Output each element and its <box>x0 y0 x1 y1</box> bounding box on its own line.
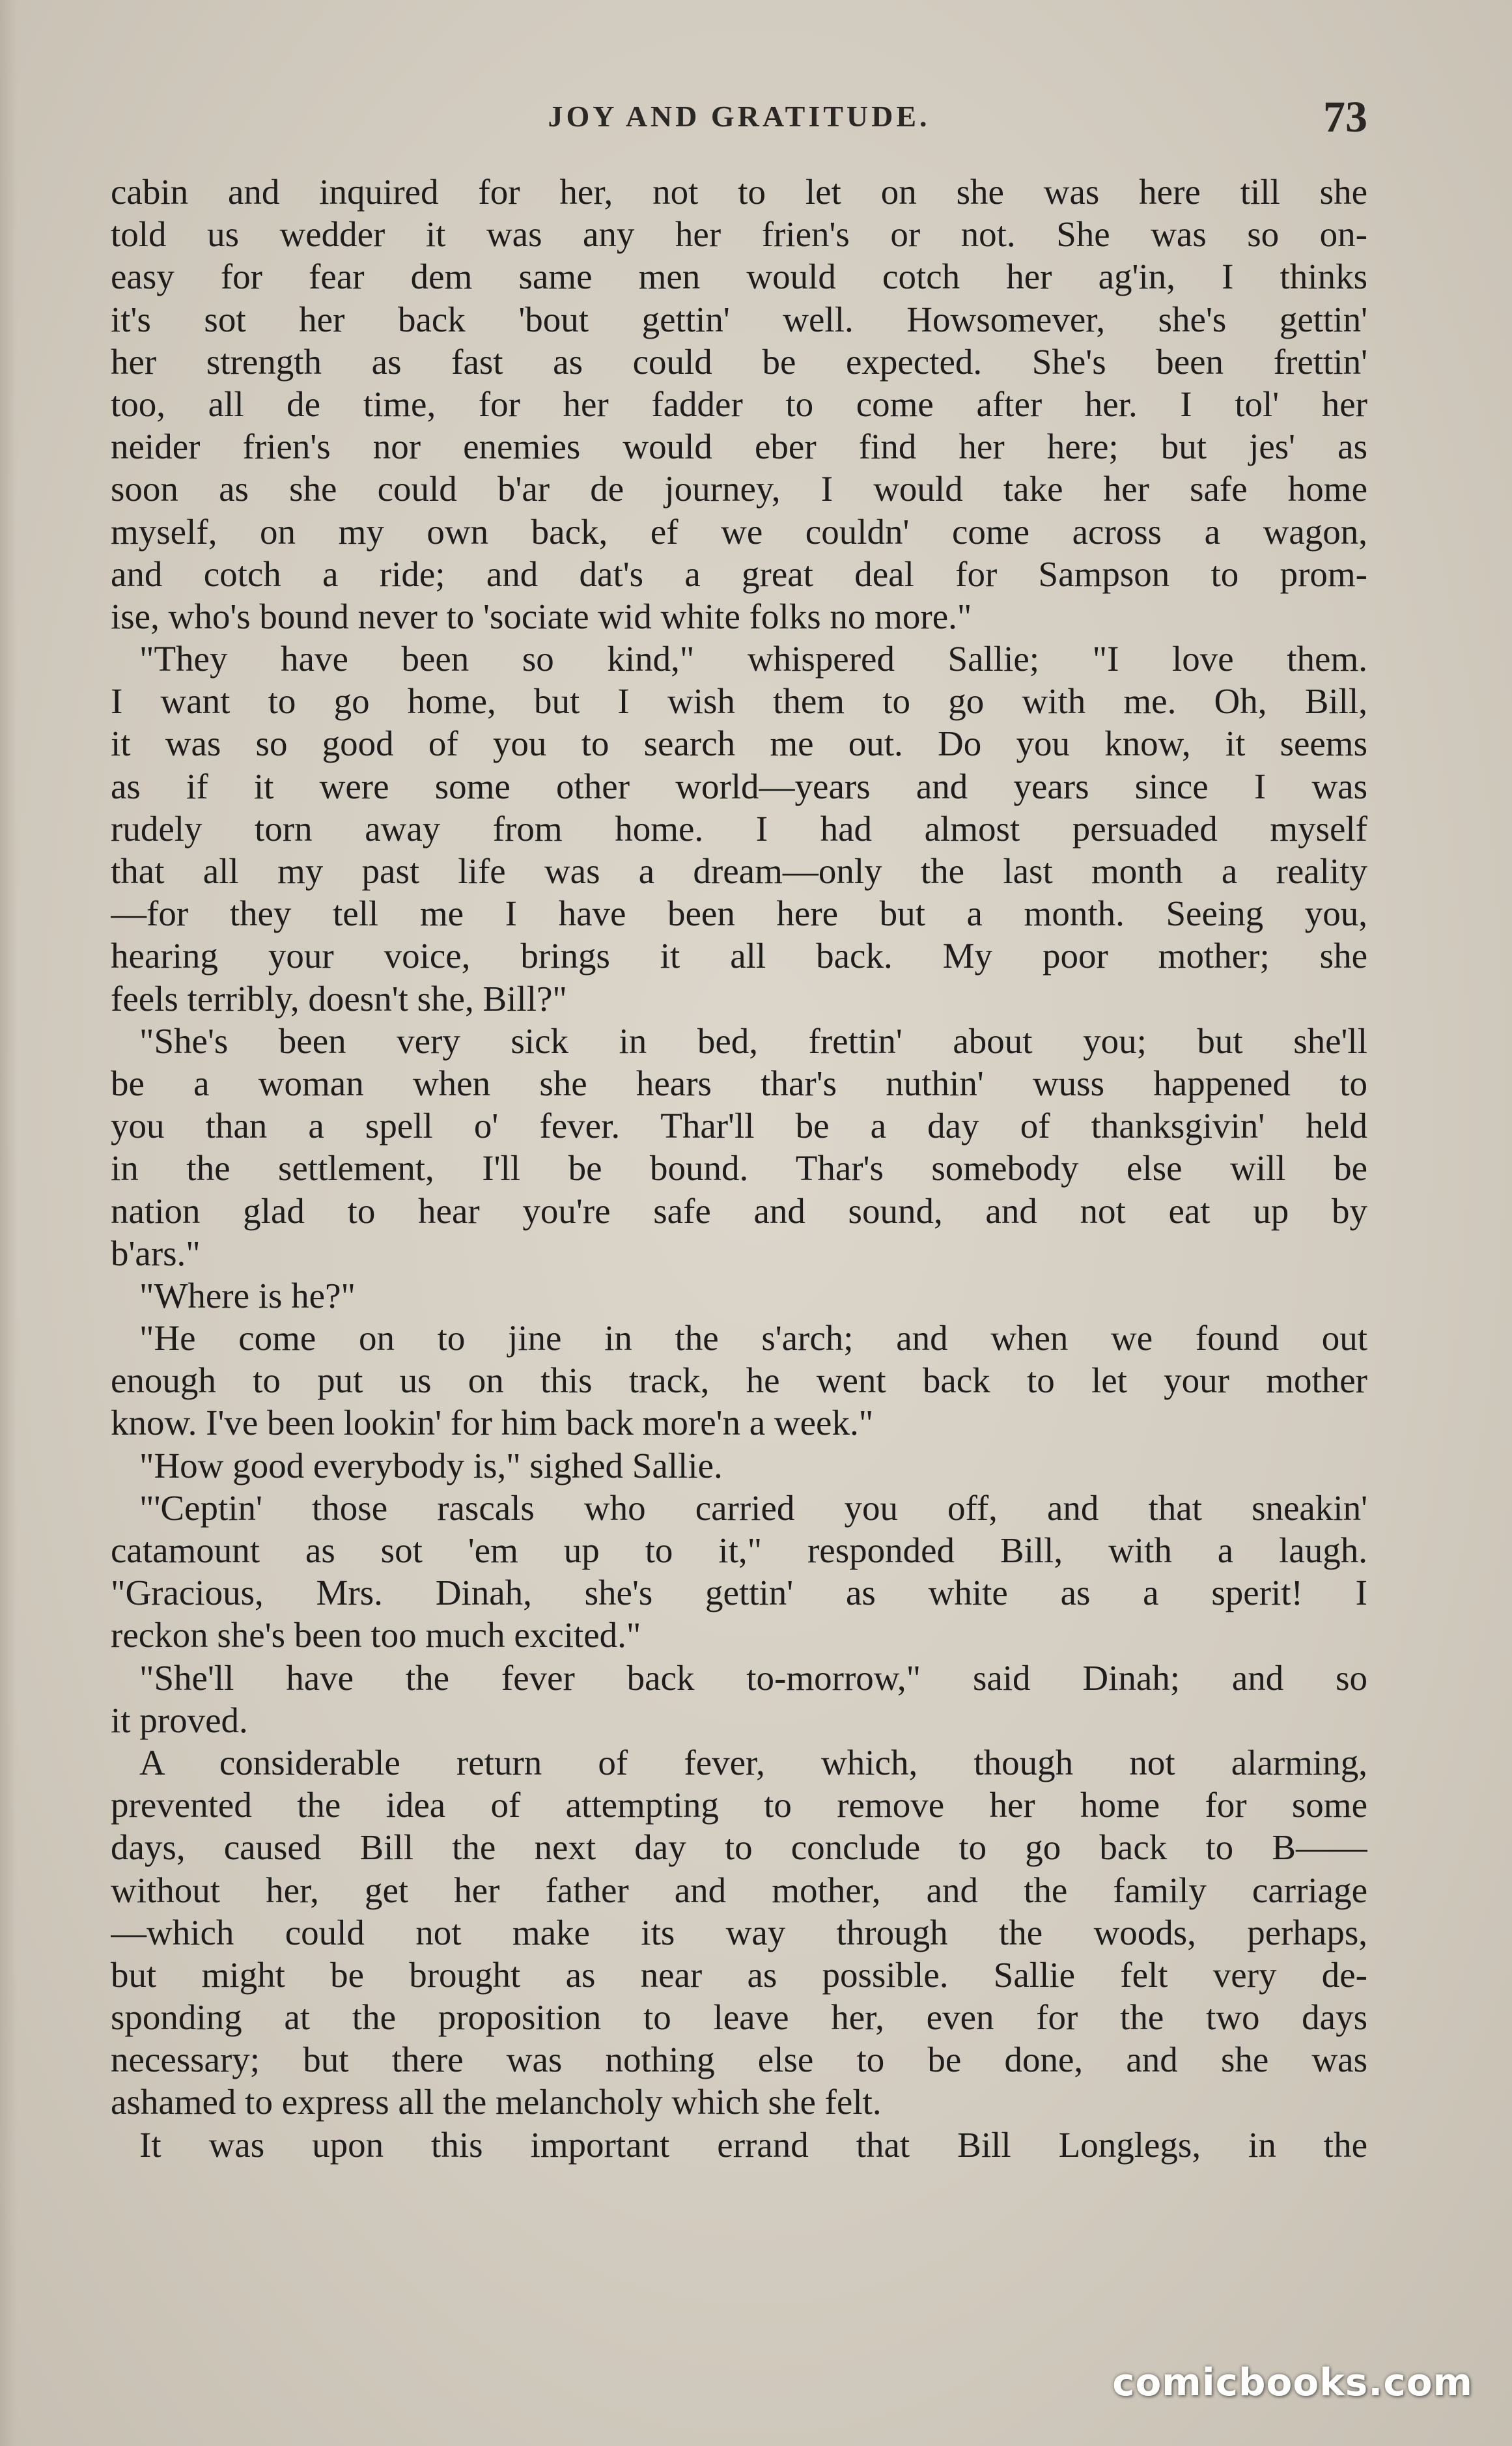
text-line: neider frien's nor enemies would eber find her here; but jes' as <box>111 427 1367 467</box>
text-line: days, caused Bill the next day to conclude to go back to B—— <box>111 1827 1367 1868</box>
text-line: myself, on my own back, ef we couldn' come across a wagon, <box>111 511 1367 552</box>
text-line: in the settlement, I'll be bound. Thar's somebody else will be <box>111 1148 1367 1188</box>
text-line: I want to go home, but I wish them to go with me. Oh, Bill, <box>111 681 1367 722</box>
text-line: "She'll have the fever back to-morrow," said Dinah; and so <box>139 1657 1367 1698</box>
text-line: "Gracious, Mrs. Dinah, she's gettin' as white as a sperit! I <box>111 1573 1367 1613</box>
text-line: nation glad to hear you're safe and sound, and not eat up by <box>111 1190 1367 1231</box>
text-line: without her, get her father and mother, and the family carriage <box>111 1870 1367 1910</box>
text-line: catamount as sot 'em up to it," responded Bill, with a laugh. <box>111 1530 1367 1570</box>
text-line: hearing your voice, brings it all back. My poor mother; she <box>111 936 1367 976</box>
text-line: told us wedder it was any her frien's or not. She was so on- <box>111 214 1367 255</box>
text-line: it was so good of you to search me out. Do you know, it seems <box>111 724 1367 764</box>
text-line: —for they tell me I have been here but a month. Seeing you, <box>111 893 1367 934</box>
text-line: cabin and inquired for her, not to let on she was here till she <box>111 172 1367 212</box>
text-line: It was upon this important errand that Bill Longlegs, in the <box>139 2124 1367 2165</box>
text-line: sponding at the proposition to leave her, even for the two days <box>111 1997 1367 2038</box>
text-line: ashamed to express all the melancholy which she felt. <box>111 2082 882 2122</box>
running-title: JOY AND GRATITUDE. <box>548 100 931 133</box>
text-line: rudely torn away from home. I had almost persuaded myself <box>111 808 1367 849</box>
text-line: "They have been so kind," whispered Sallie; "I love them. <box>139 639 1367 679</box>
text-line: reckon she's been too much excited." <box>111 1615 641 1655</box>
text-line: prevented the idea of attempting to remove her home for some <box>111 1785 1367 1825</box>
text-line: know. I've been lookin' for him back more'n a week." <box>111 1403 874 1443</box>
text-line: necessary; but there was nothing else to be done, and she was <box>111 2040 1367 2080</box>
text-line: easy for fear dem same men would cotch her ag'in, I thinks <box>111 257 1367 297</box>
text-line: "He come on to jine in the s'arch; and when we found out <box>139 1318 1367 1358</box>
text-line: her strength as fast as could be expected. She's been frettin' <box>111 341 1367 382</box>
text-line: that all my past life was a dream—only the last month a reality <box>111 851 1367 891</box>
page-edge-shadow <box>0 0 17 2446</box>
text-line: feels terribly, doesn't she, Bill?" <box>111 978 567 1019</box>
text-line: be a woman when she hears thar's nuthin' wuss happened to <box>111 1063 1367 1103</box>
text-line: ise, who's bound never to 'sociate wid white folks no more." <box>111 596 972 636</box>
text-line: "How good everybody is," sighed Sallie. <box>139 1445 723 1485</box>
text-line: it proved. <box>111 1700 248 1740</box>
text-line: as if it were some other world—years and years since I was <box>111 766 1367 806</box>
text-line: "Where is he?" <box>139 1275 356 1315</box>
body-text <box>111 171 1367 2166</box>
text-line: and cotch a ride; and dat's a great deal for Sampson to prom- <box>111 554 1367 594</box>
text-line: you than a spell o' fever. Thar'll be a day of thanksgivin' held <box>111 1106 1367 1146</box>
watermark-logo: comicbooks.com <box>1112 2360 1473 2404</box>
text-line: "'Ceptin' those rascals who carried you off, and that sneakin' <box>139 1487 1367 1528</box>
text-line: it's sot her back 'bout gettin' well. Howsomever, she's gettin' <box>111 299 1367 339</box>
text-line: but might be brought as near as possible. Sallie felt very de- <box>111 1954 1367 1995</box>
text-line: A considerable return of fever, which, though not alarming, <box>139 1742 1367 1782</box>
text-line: enough to put us on this track, he went back to let your mother <box>111 1360 1367 1401</box>
text-line: too, all de time, for her fadder to come after her. I tol' her <box>111 384 1367 424</box>
text-line: soon as she could b'ar de journey, I would take her safe home <box>111 469 1367 509</box>
running-head <box>111 91 1367 150</box>
text-line: —which could not make its way through the woods, perhaps, <box>111 1912 1367 1952</box>
text-line: b'ars." <box>111 1233 201 1273</box>
page-number: 73 <box>1323 92 1367 141</box>
text-line: "She's been very sick in bed, frettin' about you; but she'll <box>139 1020 1367 1061</box>
